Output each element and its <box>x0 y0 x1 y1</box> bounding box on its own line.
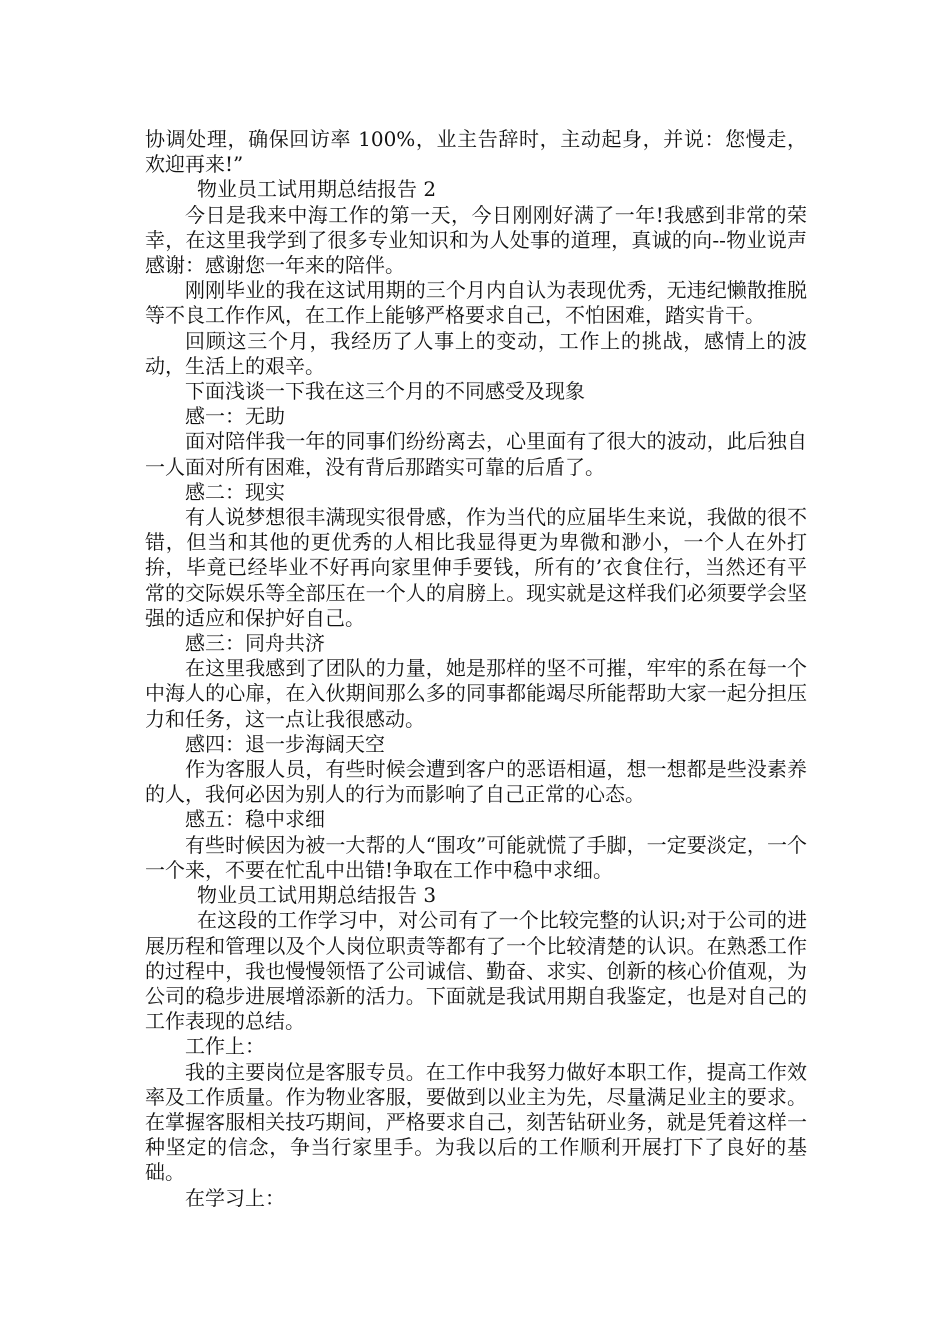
paragraph: 有些时候因为被一大帮的人“围攻”可能就慌了手脚，一定要淡定，一个一个来，不要在忙乱中出错!争取在工作中稳中求细。 <box>145 832 807 882</box>
subheading-feeling-2: 感二：现实 <box>185 479 285 504</box>
subheading-feeling-1: 感一：无助 <box>185 404 285 429</box>
paragraph: 今日是我来中海工作的第一天，今日刚刚好满了一年!我感到非常的荣幸，在这里我学到了很多专业知识和为人处事的道理，真诚的向--物业说声感谢：感谢您一年来的陪伴。 <box>145 202 807 278</box>
paragraph: 刚刚毕业的我在这试用期的三个月内自认为表现优秀，无违纪懒散推脱等不良工作作风，在工作上能够严格要求自己，不怕困难，踏实肯干。 <box>145 278 807 328</box>
paragraph: 在这里我感到了团队的力量，她是那样的坚不可摧，牢牢的系在每一个中海人的心扉，在入伙期间那么多的同事都能竭尽所能帮助大家一起分担压力和任务，这一点让我很感动。 <box>145 656 807 731</box>
subheading-study: 在学习上： <box>185 1185 285 1210</box>
section-heading-report-2: 物业员工试用期总结报告 2 <box>197 177 437 202</box>
document-body <box>145 127 807 1211</box>
paragraph: 有人说梦想很丰满现实很骨感，作为当代的应届毕生来说，我做的很不错，但当和其他的更优秀的人相比我显得更为卑微和渺小，一个人在外打拚，毕竟已经毕业不好再向家里伸手要钱，所有的’衣食住行，当然还有平常的交际娱乐等全部压在一个人的肩膀上。现实就是这样我们必须要学会坚强的适应和保护好自己。 <box>145 505 807 630</box>
subheading-work: 工作上： <box>185 1034 265 1059</box>
subheading-feeling-5: 感五：稳中求细 <box>185 807 325 832</box>
paragraph: 回顾这三个月，我经历了人事上的变动，工作上的挑战，感情上的波动，生活上的艰辛。 <box>145 328 807 378</box>
section-heading-report-3: 物业员工试用期总结报告 3 <box>197 883 437 908</box>
paragraph-continued: 协调处理，确保回访率 100%，业主告辞时，主动起身，并说：您慢走，欢迎再来!” <box>145 127 807 177</box>
paragraph: 下面浅谈一下我在这三个月的不同感受及现象 <box>185 379 585 404</box>
paragraph: 作为客服人员，有些时候会遭到客户的恶语相逼，想一想都是些没素养的人，我何必因为别人的行为而影响了自己正常的心态。 <box>145 757 807 807</box>
paragraph: 在这段的工作学习中，对公司有了一个比较完整的认识;对于公司的进展历程和管理以及个人岗位职责等都有了一个比较清楚的认识。在熟悉工作的过程中，我也慢慢领悟了公司诚信、勤奋、求实、创新的核心价值观，为公司的稳步进展增添新的活力。下面就是我试用期自我鉴定，也是对自己的工作表现的总结。 <box>145 908 807 1034</box>
paragraph: 我的主要岗位是客服专员。在工作中我努力做好本职工作，提高工作效率及工作质量。作为物业客服，要做到以业主为先，尽量满足业主的要求。在掌握客服相关技巧期间，严格要求自己，刻苦钻研业务，就是凭着这样一种坚定的信念，争当行家里手。为我以后的工作顺利开展打下了良好的基础。 <box>145 1059 807 1185</box>
subheading-feeling-4: 感四：退一步海阔天空 <box>185 731 385 756</box>
paragraph: 面对陪伴我一年的同事们纷纷离去，心里面有了很大的波动，此后独自一人面对所有困难，没有背后那踏实可靠的后盾了。 <box>145 429 807 479</box>
subheading-feeling-3: 感三：同舟共济 <box>185 631 325 656</box>
